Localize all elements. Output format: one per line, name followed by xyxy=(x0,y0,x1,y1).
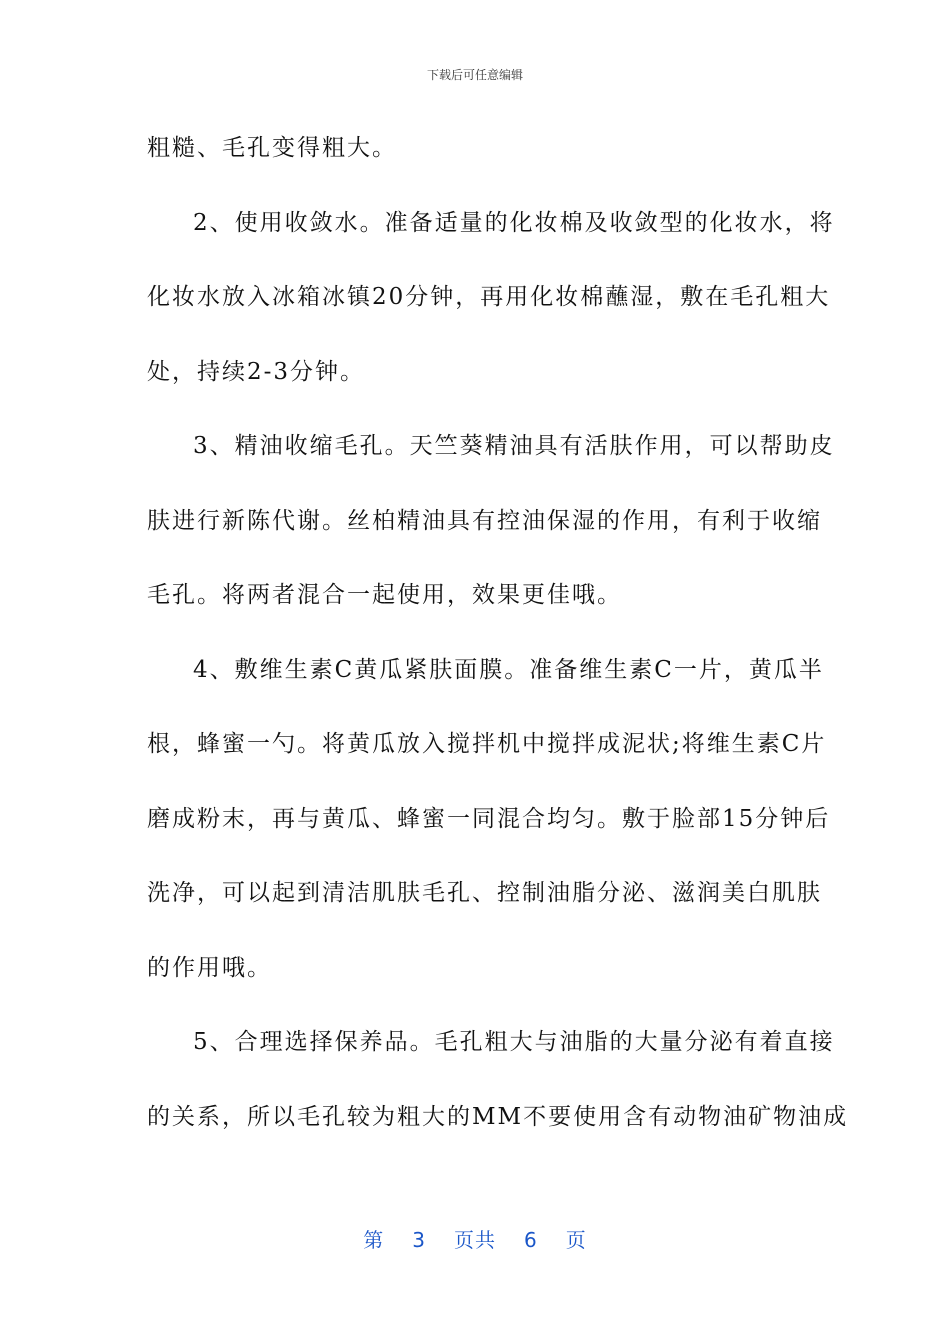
text-line: 的关系，所以毛孔较为粗大的MM不要使用含有动物油矿物油成 xyxy=(147,1103,849,1130)
current-page-number: 3 xyxy=(412,1228,426,1252)
text-line: 磨成粉末，再与黄瓜、蜂蜜一同混合均匀。敷于脸部15分钟后 xyxy=(147,805,831,832)
page-suffix: 页 xyxy=(565,1228,587,1252)
text-line: 粗糙、毛孔变得粗大。 xyxy=(147,135,397,161)
text-line: 洗净，可以起到清洁肌肤毛孔、控制油脂分泌、滋润美白肌肤 xyxy=(147,880,822,906)
text-line: 根，蜂蜜一勺。将黄瓜放入搅拌机中搅拌成泥状;将维生素C片 xyxy=(147,731,827,757)
text-line: 5、合理选择保养品。毛孔粗大与油脂的大量分泌有着直接 xyxy=(193,1029,835,1055)
text-line: 的作用哦。 xyxy=(147,954,272,981)
total-pages-number: 6 xyxy=(524,1228,538,1252)
document-body xyxy=(147,128,849,1171)
text-line: 处，持续2-3分钟。 xyxy=(147,358,366,385)
page-prefix: 第 xyxy=(363,1228,385,1252)
page-mid-label: 页共 xyxy=(454,1228,496,1252)
text-line: 化妆水放入冰箱冰镇20分钟，再用化妆棉蘸湿，敷在毛孔粗大 xyxy=(147,284,831,310)
text-line: 毛孔。将两者混合一起使用，效果更佳哦。 xyxy=(147,582,622,608)
text-line: 2、使用收敛水。准备适量的化妆棉及收敛型的化妆水，将 xyxy=(193,209,835,236)
text-line: 4、敷维生素C黄瓜紧肤面膜。准备维生素C一片，黄瓜半 xyxy=(193,656,824,683)
header-note: 下载后可任意编辑 xyxy=(426,68,523,82)
text-line: 肤进行新陈代谢。丝柏精油具有控油保湿的作用，有利于收缩 xyxy=(147,507,822,534)
text-line: 3、精油收缩毛孔。天竺葵精油具有活肤作用，可以帮助皮 xyxy=(193,433,835,459)
page-number-footer xyxy=(0,1224,950,1253)
